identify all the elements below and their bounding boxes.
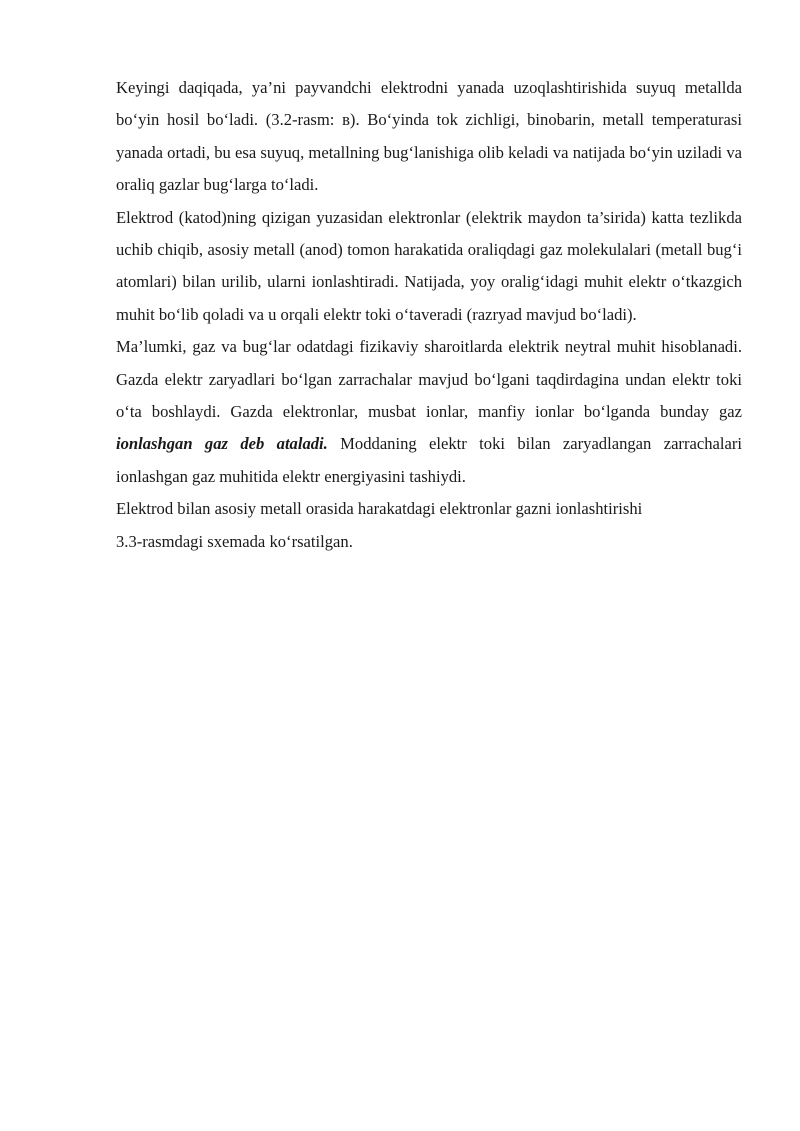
paragraph-3-text-start: Ma’lumki, gaz va bug‘lar odatdagi fizikaviy sharoitlarda elektrik neytral muhit hisoblanadi. Gazda elektr zaryadlari bo‘lgan zarrachalar mavjud bo‘lgani taqdirdagina undan elektr toki o‘ta boshlaydi. Gazda elektronlar, musbat ionlar, manfiy ionlar bo‘lganda bunday gaz: [116, 337, 742, 422]
document-body: [116, 72, 742, 558]
emphasized-definition: ionlashgan gaz deb ataladi.: [116, 434, 328, 454]
paragraph-4-line-2: 3.3-rasmdagi sxemada ko‘rsatilgan.: [116, 531, 353, 551]
paragraph-3-text-end: Moddaning elektr toki bilan zaryadlangan zarrachalari ionlashgan gaz muhitida elektr energiyasini tashiydi.: [116, 434, 742, 486]
paragraph-2: Elektrod (katod)ning qizigan yuzasidan elektronlar (elektrik maydon ta’sirida) katta tezlikda uchib chiqib, asosiy metall (anod) tomon harakatida oraliqdagi gaz molekulalari (metall bug‘i atomlari) bilan urilib, ularni ionlashtiradi. Natijada, yoy oralig‘idagi muhit elektr o‘tkazgich muhit bo‘lib qoladi va u orqali elektr toki o‘taveradi (razryad mavjud bo‘ladi).: [116, 207, 742, 324]
paragraph-4-line-1: Elektrod bilan asosiy metall orasida harakatdagi elektronlar gazni ionlashtirishi: [116, 499, 643, 519]
paragraph-4: [116, 493, 742, 558]
paragraph-3: [116, 331, 742, 493]
paragraph-1: Keyingi daqiqada, ya’ni payvandchi elektrodni yanada uzoqlashtirishida suyuq metallda bo‘yin hosil bo‘ladi. (3.2-rasm: в). Bo‘yinda tok zichligi, binobarin, metall temperaturasi yanada ortadi, bu esa suyuq, metallning bug‘lanishiga olib keladi va natijada bo‘yin uziladi va oraliq gazlar bug‘larga to‘ladi.: [116, 78, 742, 195]
